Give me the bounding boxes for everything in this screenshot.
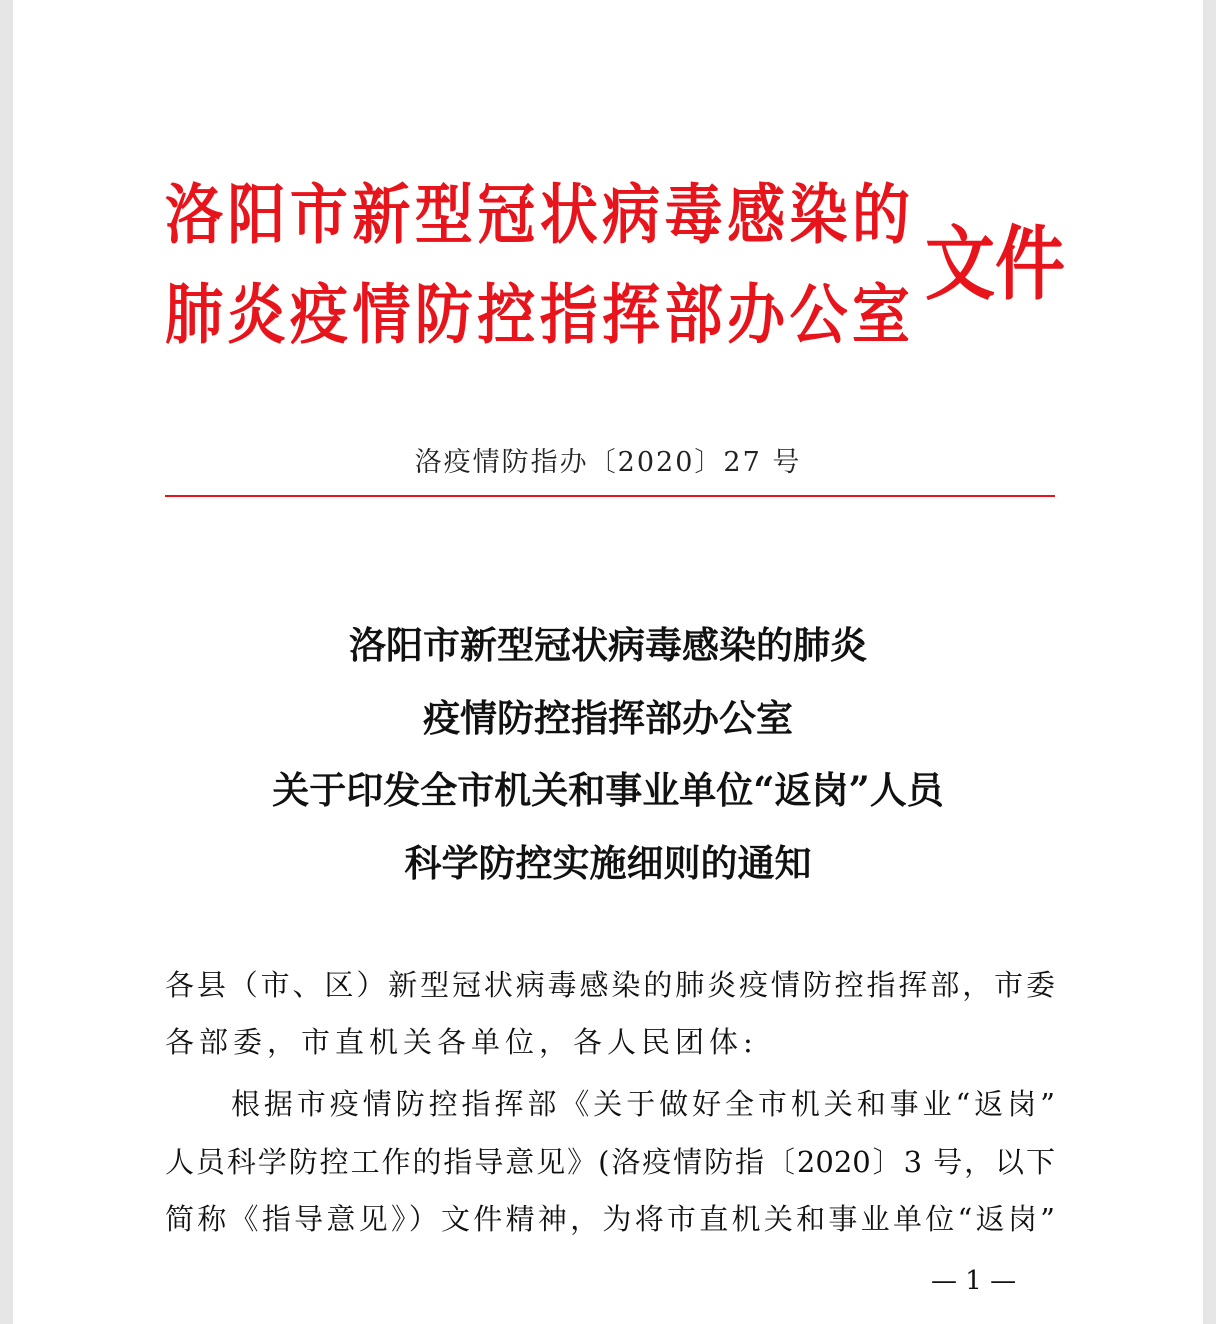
title-line-2: 疫情防控指挥部办公室 (423, 696, 793, 740)
issuer-line-1: 洛阳市新型冠状病毒感染的 (165, 176, 910, 253)
title-line-1: 洛阳市新型冠状病毒感染的肺炎 (349, 623, 867, 667)
page-number: — 1 — (931, 1266, 1017, 1296)
body-line: 根据市疫情防控指挥部《关于做好全市机关和事业“返岗” (231, 1087, 1055, 1121)
doc-number: 洛疫情防指办〔2020〕27 号 (414, 447, 802, 478)
issuer-line-2: 肺炎疫情防控指挥部办公室 (165, 276, 910, 353)
body-line: 人员科学防控工作的指导意见》(洛疫情防指〔2020〕3 号，以下 (165, 1145, 1055, 1179)
body-line: 各部委，市直机关各单位，各人民团体: (165, 1025, 758, 1059)
body-line: 各县（市、区）新型冠状病毒感染的肺炎疫情防控指挥部，市委 (165, 968, 1055, 1002)
doc-label: 文件 (925, 216, 1065, 312)
document-page (13, 0, 1203, 1324)
red-divider (165, 495, 1055, 497)
body-line: 简称《指导意见》）文件精神，为将市直机关和事业单位“返岗” (165, 1202, 1055, 1236)
title-line-3: 关于印发全市机关和事业单位“返岗”人员 (272, 768, 944, 812)
title-line-4: 科学防控实施细则的通知 (404, 841, 812, 885)
